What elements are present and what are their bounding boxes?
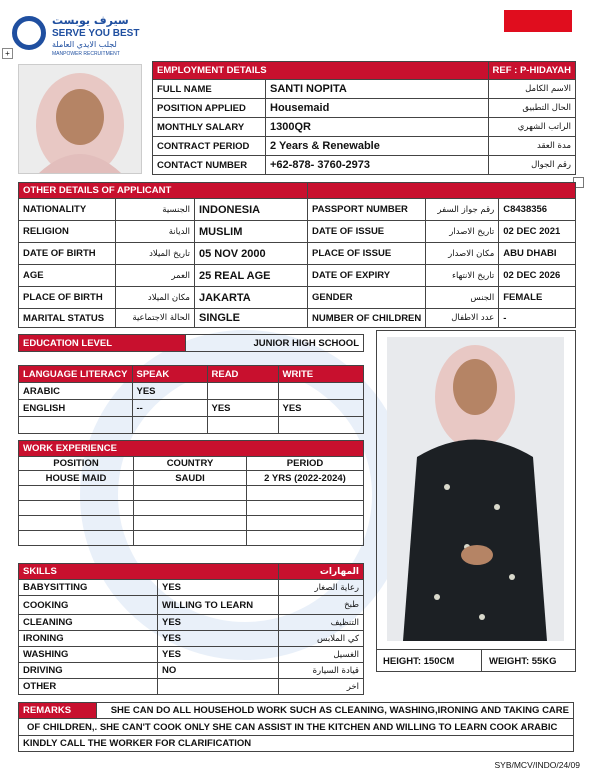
passport-arabic: رقم جواز السفر — [426, 199, 499, 221]
contact-value: +62-878- 3760-2973 — [266, 156, 489, 175]
marital-label: MARITAL STATUS — [19, 309, 116, 328]
language-name — [19, 417, 133, 434]
religion-label: RELIGION — [19, 221, 116, 243]
expiry-arabic: تاريخ الانتهاء — [426, 265, 499, 287]
write-header: WRITE — [278, 366, 364, 383]
skill-value: YES — [158, 647, 279, 663]
dob-label: DATE OF BIRTH — [19, 243, 116, 265]
work-header: WORK EXPERIENCE — [19, 441, 364, 457]
gender-value: FEMALE — [499, 287, 576, 309]
expiry-label: DATE OF EXPIRY — [308, 265, 426, 287]
language-table — [18, 365, 364, 434]
skill-label: WASHING — [19, 647, 158, 663]
skill-value: YES — [158, 580, 279, 596]
work-experience-table — [18, 440, 364, 546]
work-period — [247, 516, 364, 531]
gender-label: GENDER — [308, 287, 426, 309]
contract-label: CONTRACT PERIOD — [153, 137, 266, 156]
contact-arabic: رقم الجوال — [488, 156, 575, 175]
nationality-value: INDONESIA — [195, 199, 308, 221]
work-period — [247, 531, 364, 546]
issue-date-value: 02 DEC 2021 — [499, 221, 576, 243]
measurements-row — [377, 649, 575, 672]
skill-arabic: طبخ — [279, 596, 364, 615]
work-period: 2 YRS (2022-2024) — [247, 471, 364, 486]
work-period — [247, 486, 364, 501]
work-period-header: PERIOD — [247, 457, 364, 471]
skill-arabic: رعاية الصغار — [279, 580, 364, 596]
birthplace-label: PLACE OF BIRTH — [19, 287, 116, 309]
weight-text: WEIGHT: 55KG — [489, 656, 557, 667]
remarks-line-3: KINDLY CALL THE WORKER FOR CLARIFICATION — [19, 736, 574, 752]
work-position: HOUSE MAID — [19, 471, 134, 486]
children-label: NUMBER OF CHILDREN — [308, 309, 426, 328]
work-country — [134, 501, 247, 516]
other-details-header-filler — [308, 183, 576, 199]
work-country: SAUDI — [134, 471, 247, 486]
skill-label: DRIVING — [19, 663, 158, 679]
work-period — [247, 501, 364, 516]
position-arabic: الحال التطبيق — [488, 99, 575, 118]
language-read — [207, 417, 278, 434]
nationality-arabic: الجنسية — [116, 199, 195, 221]
work-position — [19, 516, 134, 531]
religion-value: MUSLIM — [195, 221, 308, 243]
remarks-label: REMARKS — [19, 703, 97, 719]
skill-arabic: قيادة السيارة — [279, 663, 364, 679]
skill-value — [158, 679, 279, 695]
issue-date-arabic: تاريخ الاصدار — [426, 221, 499, 243]
work-country-header: COUNTRY — [134, 457, 247, 471]
employment-header: EMPLOYMENT DETAILS — [153, 62, 489, 80]
language-write — [278, 383, 364, 400]
remarks-line-2: OF CHILDREN,. SHE CAN'T COOK ONLY SHE CAN ASSIST IN THE KITCHEN AND WILLING TO LEARN COOK ARABIC — [19, 719, 574, 736]
language-speak: -- — [132, 400, 207, 417]
read-header: READ — [207, 366, 278, 383]
work-position — [19, 531, 134, 546]
language-read — [207, 383, 278, 400]
applicant-full-body-photo — [387, 337, 564, 641]
nationality-label: NATIONALITY — [19, 199, 116, 221]
skills-header: SKILLS — [19, 564, 279, 580]
skill-label: BABYSITTING — [19, 580, 158, 596]
marital-value: SINGLE — [195, 309, 308, 328]
skill-value: NO — [158, 663, 279, 679]
birthplace-value: JAKARTA — [195, 287, 308, 309]
remarks-line-1: SHE CAN DO ALL HOUSEHOLD WORK SUCH AS CLEANING, WASHING,IRONING AND TAKING CARE — [96, 703, 573, 719]
marital-arabic: الحالة الاجتماعية — [116, 309, 195, 328]
full-name-label: FULL NAME — [153, 80, 266, 99]
issue-place-value: ABU DHABI — [499, 243, 576, 265]
contract-arabic: مدة العقد — [488, 137, 575, 156]
gender-arabic: الجنس — [426, 287, 499, 309]
language-name: ARABIC — [19, 383, 133, 400]
skills-table — [18, 563, 364, 695]
flag-icon — [504, 10, 572, 54]
logo-arabic-name: سيرف يوبست — [52, 14, 129, 27]
skill-label: COOKING — [19, 596, 158, 615]
work-country — [134, 486, 247, 501]
issue-place-label: PLACE OF ISSUE — [308, 243, 426, 265]
skill-value: YES — [158, 615, 279, 631]
skill-arabic: اخر — [279, 679, 364, 695]
skill-label: CLEANING — [19, 615, 158, 631]
other-details-table — [18, 182, 576, 328]
age-label: AGE — [19, 265, 116, 287]
expiry-value: 02 DEC 2026 — [499, 265, 576, 287]
move-handle-icon[interactable]: + — [2, 48, 13, 59]
skill-arabic: كي الملابس — [279, 631, 364, 647]
full-name-arabic: الاسم الكامل — [488, 80, 575, 99]
education-value: JUNIOR HIGH SCHOOL — [186, 335, 364, 352]
company-logo — [8, 14, 148, 64]
reference-number: REF : P-HIDAYAH — [488, 62, 575, 80]
logo-name: SERVE YOU BEST — [52, 28, 140, 39]
contract-value: 2 Years & Renewable — [266, 137, 489, 156]
logo-arabic-tagline: لجلب الايدي العاملة — [52, 40, 117, 49]
passport-value: C8438356 — [499, 199, 576, 221]
language-speak — [132, 417, 207, 434]
education-table — [18, 334, 364, 352]
skill-label: IRONING — [19, 631, 158, 647]
dob-value: 05 NOV 2000 — [195, 243, 308, 265]
position-label: POSITION APPLIED — [153, 99, 266, 118]
work-position — [19, 501, 134, 516]
skill-arabic: الغسيل — [279, 647, 364, 663]
height-text: HEIGHT: 150CM — [383, 656, 455, 667]
dob-arabic: تاريخ الميلاد — [116, 243, 195, 265]
children-arabic: عدد الاطفال — [426, 309, 499, 328]
language-write: YES — [278, 400, 364, 417]
language-write — [278, 417, 364, 434]
full-name-value: SANTI NOPITA — [266, 80, 489, 99]
language-name: ENGLISH — [19, 400, 133, 417]
logo-icon — [12, 16, 46, 50]
salary-label: MONTHLY SALARY — [153, 118, 266, 137]
skill-label: OTHER — [19, 679, 158, 695]
passport-label: PASSPORT NUMBER — [308, 199, 426, 221]
other-details-header: OTHER DETAILS OF APPLICANT — [19, 183, 308, 199]
skill-value: WILLING TO LEARN — [158, 596, 279, 615]
work-country — [134, 531, 247, 546]
language-header: LANGUAGE LITERACY — [19, 366, 133, 383]
work-position-header: POSITION — [19, 457, 134, 471]
age-arabic: العمر — [116, 265, 195, 287]
contact-label: CONTACT NUMBER — [153, 156, 266, 175]
education-label: EDUCATION LEVEL — [19, 335, 186, 352]
speak-header: SPEAK — [132, 366, 207, 383]
salary-value: 1300QR — [266, 118, 489, 137]
skill-arabic: التنظيف — [279, 615, 364, 631]
religion-arabic: الديانة — [116, 221, 195, 243]
position-value: Housemaid — [266, 99, 489, 118]
employment-details-table — [152, 61, 576, 175]
document-code: SYB/MCV/INDO/24/09 — [494, 760, 580, 770]
skill-value: YES — [158, 631, 279, 647]
measurements-divider — [481, 650, 482, 672]
work-country — [134, 516, 247, 531]
age-value: 25 REAL AGE — [195, 265, 308, 287]
language-read: YES — [207, 400, 278, 417]
full-body-photo-frame — [376, 330, 576, 672]
children-value: - — [499, 309, 576, 328]
language-speak: YES — [132, 383, 207, 400]
logo-tagline: MANPOWER RECRUITMENT — [52, 51, 120, 57]
issue-place-arabic: مكان الاصدار — [426, 243, 499, 265]
birthplace-arabic: مكان الميلاد — [116, 287, 195, 309]
work-position — [19, 486, 134, 501]
remarks-table — [18, 702, 574, 752]
applicant-portrait — [18, 64, 142, 174]
issue-date-label: DATE OF ISSUE — [308, 221, 426, 243]
skills-header-arabic: المهارات — [279, 564, 364, 580]
salary-arabic: الراتب الشهري — [488, 118, 575, 137]
